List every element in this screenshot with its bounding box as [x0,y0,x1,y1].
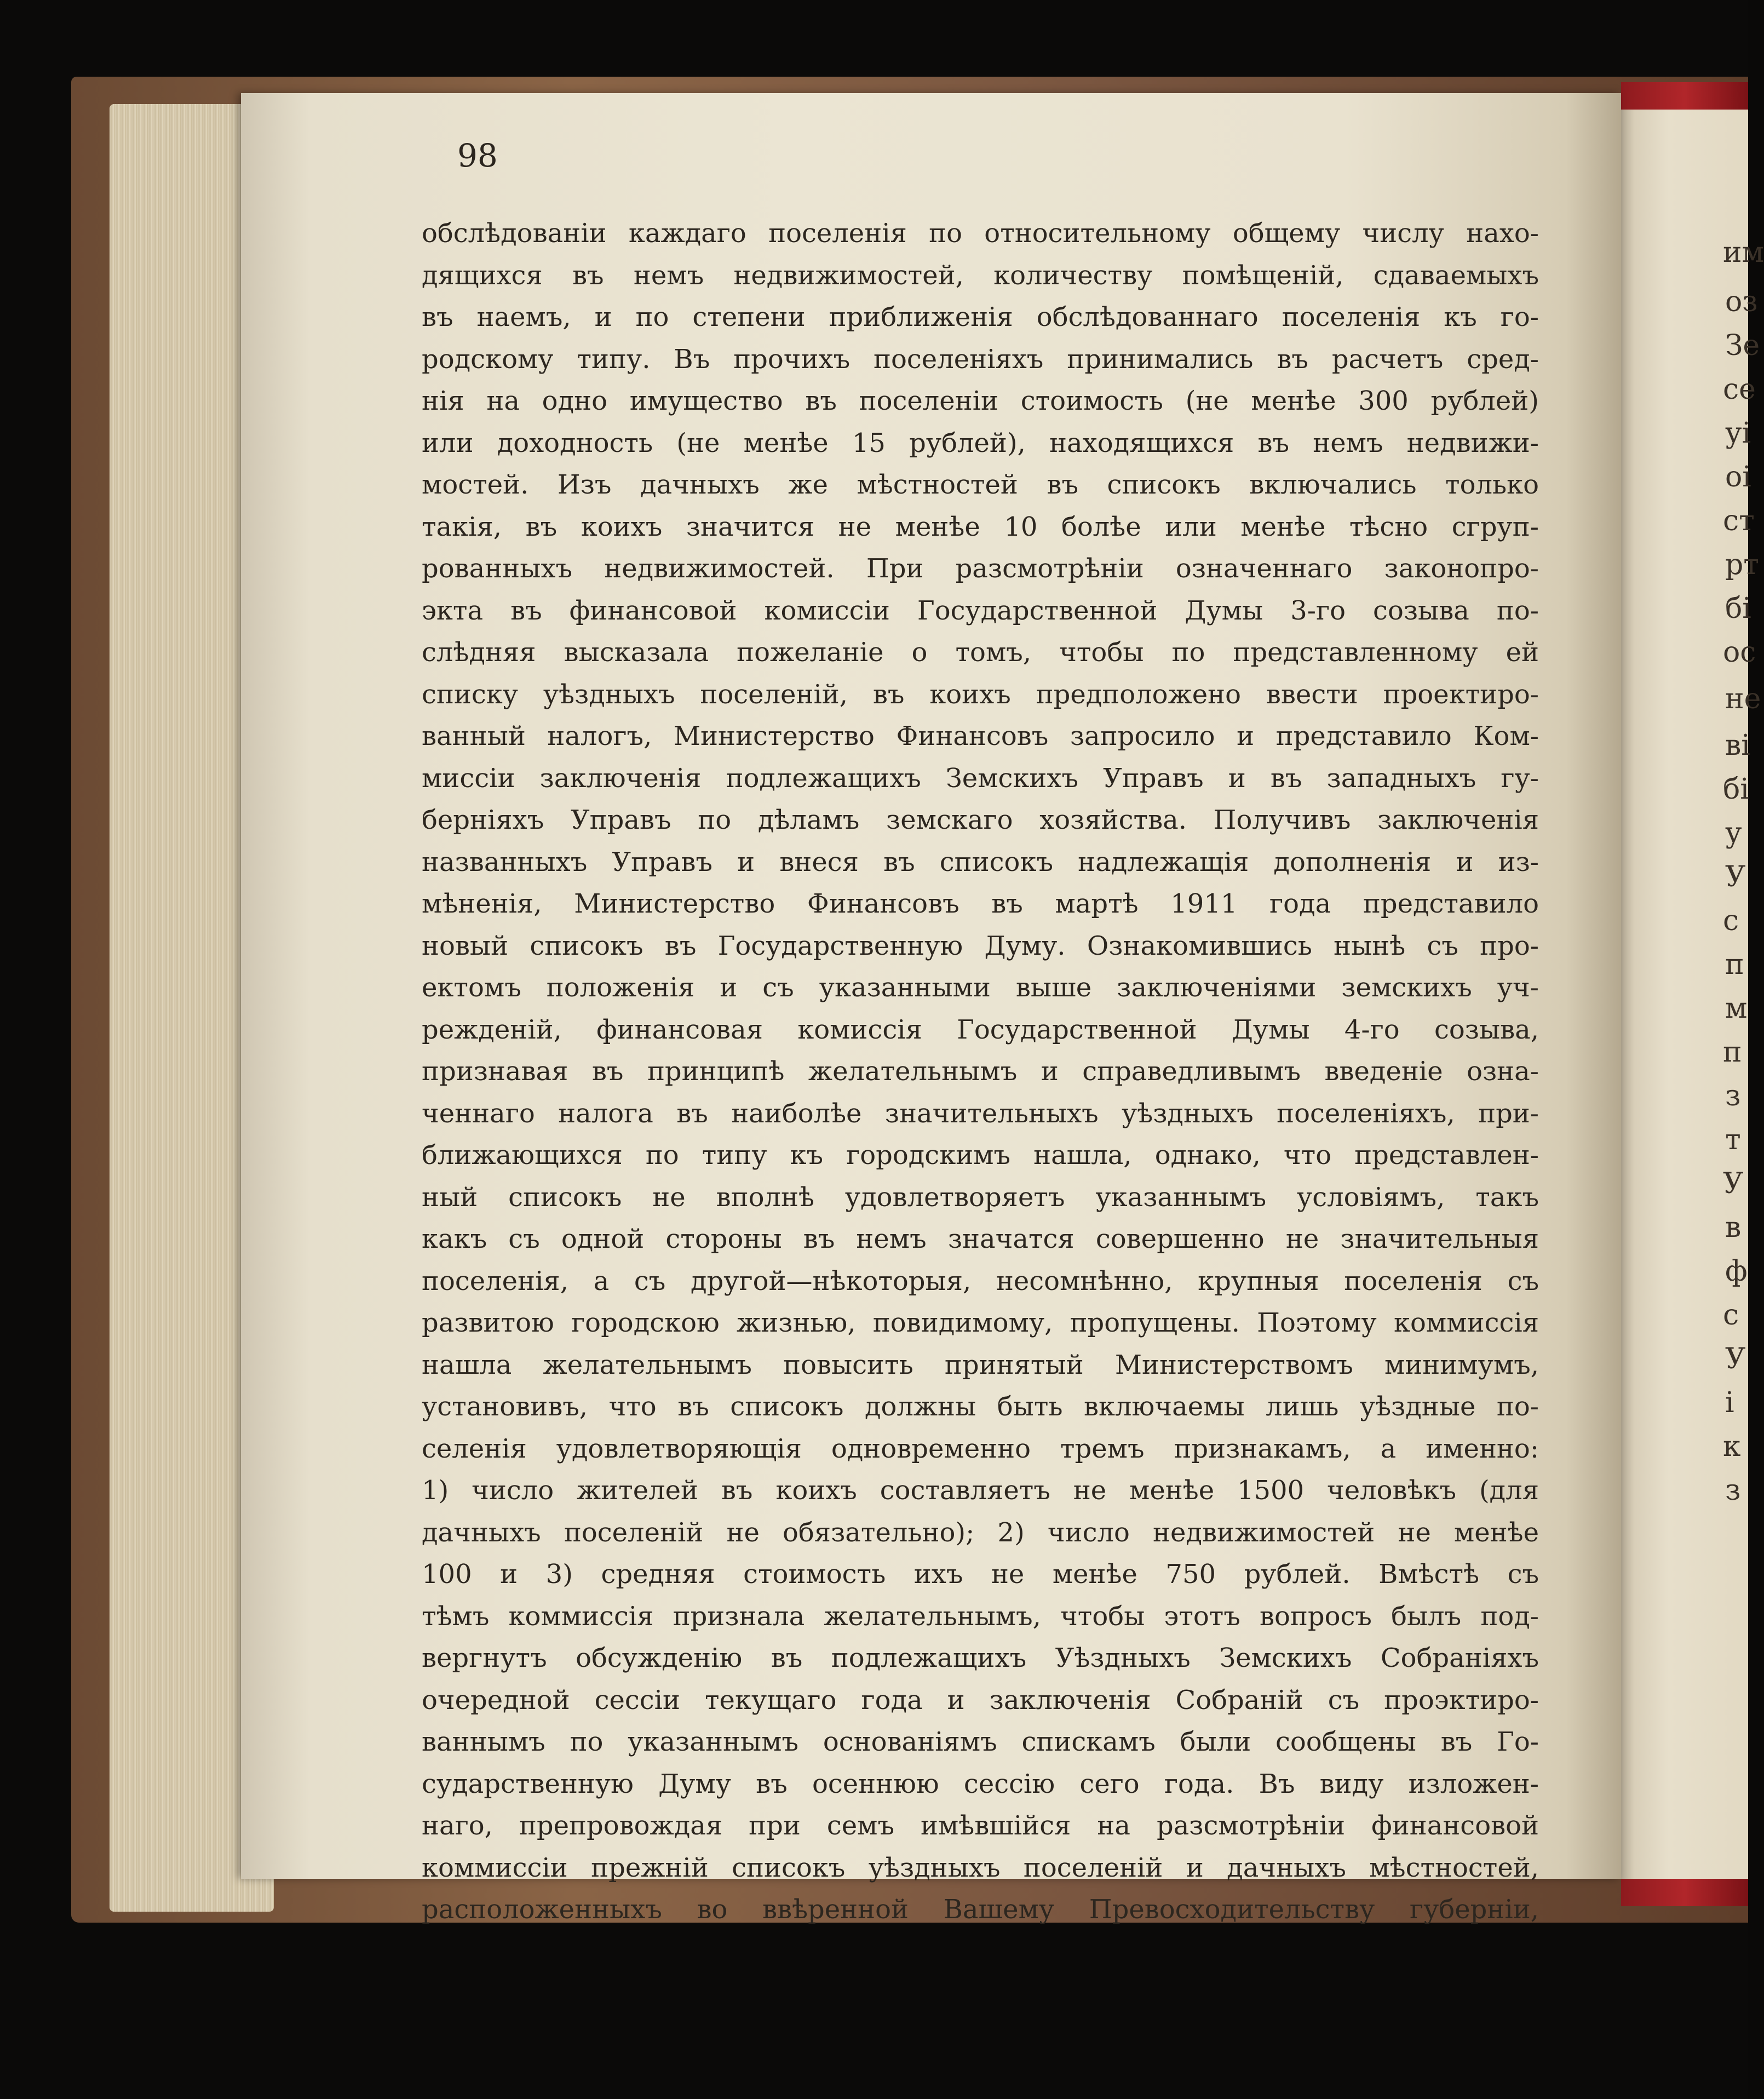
text-line: названныхъ Управъ и внеся въ списокъ надлежащія дополненія и из- [422,846,1539,878]
text-line: ваннымъ по указаннымъ основаніямъ спискамъ были сообщены въ Го- [422,1727,1539,1757]
text-line: вергнутъ обсужденію въ подлежащихъ Уѣздныхъ Земскихъ Собраніяхъ [422,1643,1539,1673]
next-page-fragment: ос [1723,636,1756,669]
text-line: ченнаго налога въ наиболѣе значительныхъ уѣздныхъ поселеніяхъ, при- [422,1098,1539,1129]
text-line: дачныхъ поселеній не обязательно); 2) число недвижимостей не менѣе [422,1517,1539,1548]
next-page-fragment: бі [1723,773,1749,806]
page-number: 98 [457,137,498,174]
text-line: дящихся въ немъ недвижимостей, количеству помѣщеній, сдаваемыхъ [422,260,1539,291]
next-page-fragment: не [1725,683,1761,715]
next-page-fragment: ві [1725,729,1750,762]
next-page-fragment: к [1723,1430,1741,1463]
text-line: нія на одно имущество въ поселеніи стоимость (не менѣе 300 рублей) [422,386,1539,416]
text-line: развитою городскою жизнью, повидимому, пропущены. Поэтому коммиссія [422,1307,1539,1338]
next-page-fragment: у [1725,817,1742,850]
text-line: ванный налогъ, Министерство Финансовъ запросило и представило Ком- [422,721,1539,752]
next-page-fragment: і [1725,1386,1734,1419]
book-page [241,93,1621,1925]
text-line: сударственную Думу въ осеннюю сессію сего года. Въ виду изложен- [422,1768,1539,1799]
next-page-fragment: с [1723,1299,1739,1332]
text-line: родскому типу. Въ прочихъ поселеніяхъ принимались въ расчетъ сред- [422,343,1539,375]
text-line: мостей. Изъ дачныхъ же мѣстностей въ списокъ включались только [422,469,1539,500]
next-page-fragment: рт [1725,548,1760,581]
next-page-fragment: оі [1725,461,1751,494]
text-line: берніяхъ Управъ по дѣламъ земскаго хозяйства. Получивъ заключенія [422,805,1539,835]
text-line: 1) число жителей въ коихъ составляетъ не менѣе 1500 человѣкъ (для [422,1475,1539,1506]
text-line: въ наемъ, и по степени приближенія обслѣдованнаго поселенія къ го- [422,302,1539,332]
text-line: наго, препровождая при семъ имѣвшійся на разсмотрѣніи финансовой [422,1810,1539,1841]
next-page-fragment: т [1725,1123,1741,1156]
next-page-fragment: п [1725,948,1744,981]
text-line: слѣдняя высказала пожеланіе о томъ, чтобы по представленному ей [422,637,1539,668]
text-line: очередной сессіи текущаго года и заключенія Собраній съ проэктиро- [422,1684,1539,1716]
text-line: поселенія, а съ другой—нѣкоторыя, несомнѣнно, крупныя поселенія съ [422,1265,1539,1297]
text-line: установивъ, что въ списокъ должны быть включаемы лишь уѣздные по- [422,1391,1539,1422]
text-line: коммиссіи прежній списокъ уѣздныхъ поселеній и дачныхъ мѣстностей, [422,1852,1539,1883]
text-line: мѣненія, Министерство Финансовъ въ мартѣ 1911 года представило [422,888,1539,919]
text-line: обслѣдованіи каждаго поселенія по относительному общему числу нахо- [422,218,1539,249]
next-page-fragment: ст [1723,504,1755,537]
text-line: селенія удовлетворяющія одновременно тремъ признакамъ, а именно: [422,1433,1539,1464]
text-line: или доходность (не менѣе 15 рублей), находящихся въ немъ недвижи- [422,427,1539,458]
next-page-sliver [1616,110,1764,1879]
next-page-fragment: м [1725,992,1748,1025]
next-page-fragment: п [1723,1036,1742,1069]
next-page-fragment: У [1725,1343,1746,1375]
next-page-fragment: в [1725,1211,1742,1244]
text-line: ный списокъ не вполнѣ удовлетворяетъ указаннымъ условіямъ, такъ [422,1182,1539,1213]
text-line: рованныхъ недвижимостей. При разсмотрѣніи означеннаго законопро- [422,553,1539,584]
text-line: списку уѣздныхъ поселеній, въ коихъ предположено ввести проектиро- [422,679,1539,710]
next-page-fragment: оз [1725,285,1758,318]
text-line: нашла желательнымъ повысить принятый Министерствомъ минимумъ, [422,1349,1539,1380]
page-body-text [422,213,1539,1931]
text-line: такія, въ коихъ значится не менѣе 10 болѣе или менѣе тѣсно сгруп- [422,511,1539,542]
next-page-fragment: У [1723,1167,1744,1200]
text-line: признавая въ принципѣ желательнымъ и справедливымъ введеніе озна- [422,1056,1539,1087]
next-page-fragment: бі [1725,592,1751,625]
text-line: тѣмъ коммиссія признала желательнымъ, чтобы этотъ вопросъ былъ под- [422,1601,1539,1632]
next-page-fragment: уі [1725,417,1751,450]
text-line: режденій, финансовая комиссія Государственной Думы 4-го созыва, [422,1014,1539,1045]
next-page-fragment: з [1725,1474,1741,1507]
text-line: ектомъ положенія и съ указанными выше заключеніями земскихъ уч- [422,972,1539,1003]
next-page-fragment: У [1725,861,1746,893]
text-line: экта въ финансовой комиссіи Государственной Думы 3-го созыва по- [422,595,1539,626]
text-line: миссіи заключенія подлежащихъ Земскихъ Управъ и въ западныхъ гу- [422,762,1539,794]
text-line: новый списокъ въ Государственную Думу. Ознакомившись нынѣ съ про- [422,930,1539,961]
next-page-fragment: ф [1725,1255,1748,1288]
next-page-fragment: Зе [1725,329,1760,362]
next-page-fragment: се [1723,373,1756,406]
next-page-fragment: им [1723,236,1764,269]
text-line: расположенныхъ во ввѣренной Вашему Превосходительству губерніи, [422,1894,1539,1925]
text-line: 100 и 3) средняя стоимость ихъ не менѣе 750 рублей. Вмѣстѣ съ [422,1559,1539,1590]
text-line: какъ съ одной стороны въ немъ значатся совершенно не значительныя [422,1224,1539,1254]
text-line: ближающихся по типу къ городскимъ нашла, однако, что представлен- [422,1140,1539,1171]
next-page-fragment: з [1725,1080,1741,1112]
next-page-fragment: с [1723,904,1739,937]
